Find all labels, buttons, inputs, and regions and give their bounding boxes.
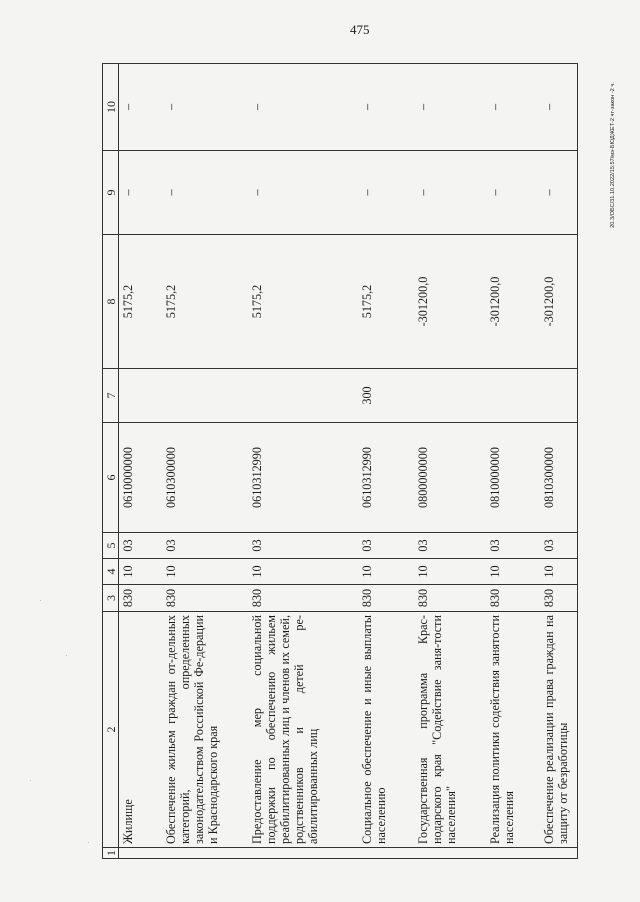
rotated-table-container [102, 64, 587, 859]
budget-table [102, 63, 578, 859]
table-row [358, 64, 414, 859]
row-c6: 0810000000 [486, 423, 540, 533]
table-row [119, 64, 162, 859]
row-name: Государственная программа Крас-нодарского края "Содействие заня-тости населения" [414, 612, 486, 848]
row-c3: 830 [358, 585, 414, 612]
row-c8: -301200,0 [414, 235, 486, 369]
row-c4: 10 [119, 559, 162, 585]
row-c7 [162, 369, 248, 423]
row-name: Жилище [119, 612, 162, 848]
row-c8: 5175,2 [119, 235, 162, 369]
table-header-row [103, 64, 119, 859]
row-number [540, 848, 578, 859]
row-c10: – [414, 64, 486, 151]
row-number [486, 848, 540, 859]
table-row [486, 64, 540, 859]
row-c6: 0610000000 [119, 423, 162, 533]
row-c4: 10 [358, 559, 414, 585]
row-c5: 03 [486, 533, 540, 559]
row-c9: – [540, 151, 578, 235]
table-row [162, 64, 248, 859]
row-c5: 03 [540, 533, 578, 559]
row-number [358, 848, 414, 859]
row-c9: – [486, 151, 540, 235]
col-header-9: 9 [103, 151, 119, 235]
row-c5: 03 [358, 533, 414, 559]
row-c8: -301200,0 [486, 235, 540, 369]
row-c7: 300 [358, 369, 414, 423]
row-name: Предоставление мер социальной поддержки по обеспечению жильем реабилитированных лиц и членов их семей, родственников и детей ре-абилитированных лиц [248, 612, 358, 848]
row-c3: 830 [486, 585, 540, 612]
print-footer-note: 20.3/ОБС/31.10.2022/15:57/мэ-БЮДЖЕТ-2 чт-закон -2 ч. [610, 82, 616, 228]
row-name: Обеспечение жильем граждан от-дельных категорий, определенных законодательством Российской Фе-дерации и Краснодарского края [162, 612, 248, 848]
row-c7 [248, 369, 358, 423]
col-header-2: 2 [103, 612, 119, 848]
row-c4: 10 [414, 559, 486, 585]
row-name: Обеспечение реализации права граждан на защиту от безработицы [540, 612, 578, 848]
row-c3: 830 [540, 585, 578, 612]
col-header-8: 8 [103, 235, 119, 369]
row-c3: 830 [414, 585, 486, 612]
row-c8: 5175,2 [358, 235, 414, 369]
col-header-1: 1 [103, 848, 119, 859]
row-number [162, 848, 248, 859]
row-c6: 0610300000 [162, 423, 248, 533]
row-c3: 830 [119, 585, 162, 612]
row-c5: 03 [119, 533, 162, 559]
row-c10: – [540, 64, 578, 151]
table-row [414, 64, 486, 859]
row-c10: – [162, 64, 248, 151]
row-c9: – [162, 151, 248, 235]
row-c8: 5175,2 [248, 235, 358, 369]
col-header-10: 10 [103, 64, 119, 151]
col-header-6: 6 [103, 423, 119, 533]
row-c9: – [358, 151, 414, 235]
row-c7 [414, 369, 486, 423]
row-c7 [486, 369, 540, 423]
row-c8: 5175,2 [162, 235, 248, 369]
row-c9: – [414, 151, 486, 235]
col-header-7: 7 [103, 369, 119, 423]
row-c3: 830 [248, 585, 358, 612]
row-c6: 0610312990 [358, 423, 414, 533]
row-c9: – [248, 151, 358, 235]
row-c5: 03 [414, 533, 486, 559]
row-c4: 10 [248, 559, 358, 585]
table-row [540, 64, 578, 859]
row-c10: – [119, 64, 162, 151]
table-row [248, 64, 358, 859]
row-c4: 10 [540, 559, 578, 585]
row-c10: – [248, 64, 358, 151]
row-c10: – [486, 64, 540, 151]
row-number [414, 848, 486, 859]
col-header-3: 3 [103, 585, 119, 612]
row-c6: 0610312990 [248, 423, 358, 533]
row-c5: 03 [248, 533, 358, 559]
row-c4: 10 [162, 559, 248, 585]
row-c8: -301200,0 [540, 235, 578, 369]
row-c9: – [119, 151, 162, 235]
row-c7 [119, 369, 162, 423]
row-c5: 03 [162, 533, 248, 559]
row-name: Реализация политики содействия занятости населения [486, 612, 540, 848]
row-name: Социальное обеспечение и иные выплаты населению [358, 612, 414, 848]
row-c3: 830 [162, 585, 248, 612]
row-c4: 10 [486, 559, 540, 585]
col-header-4: 4 [103, 559, 119, 585]
row-c6: 0810300000 [540, 423, 578, 533]
row-number [119, 848, 162, 859]
row-c10: – [358, 64, 414, 151]
row-c6: 0800000000 [414, 423, 486, 533]
row-c7 [540, 369, 578, 423]
col-header-5: 5 [103, 533, 119, 559]
row-number [248, 848, 358, 859]
page-number: 475 [350, 22, 370, 37]
